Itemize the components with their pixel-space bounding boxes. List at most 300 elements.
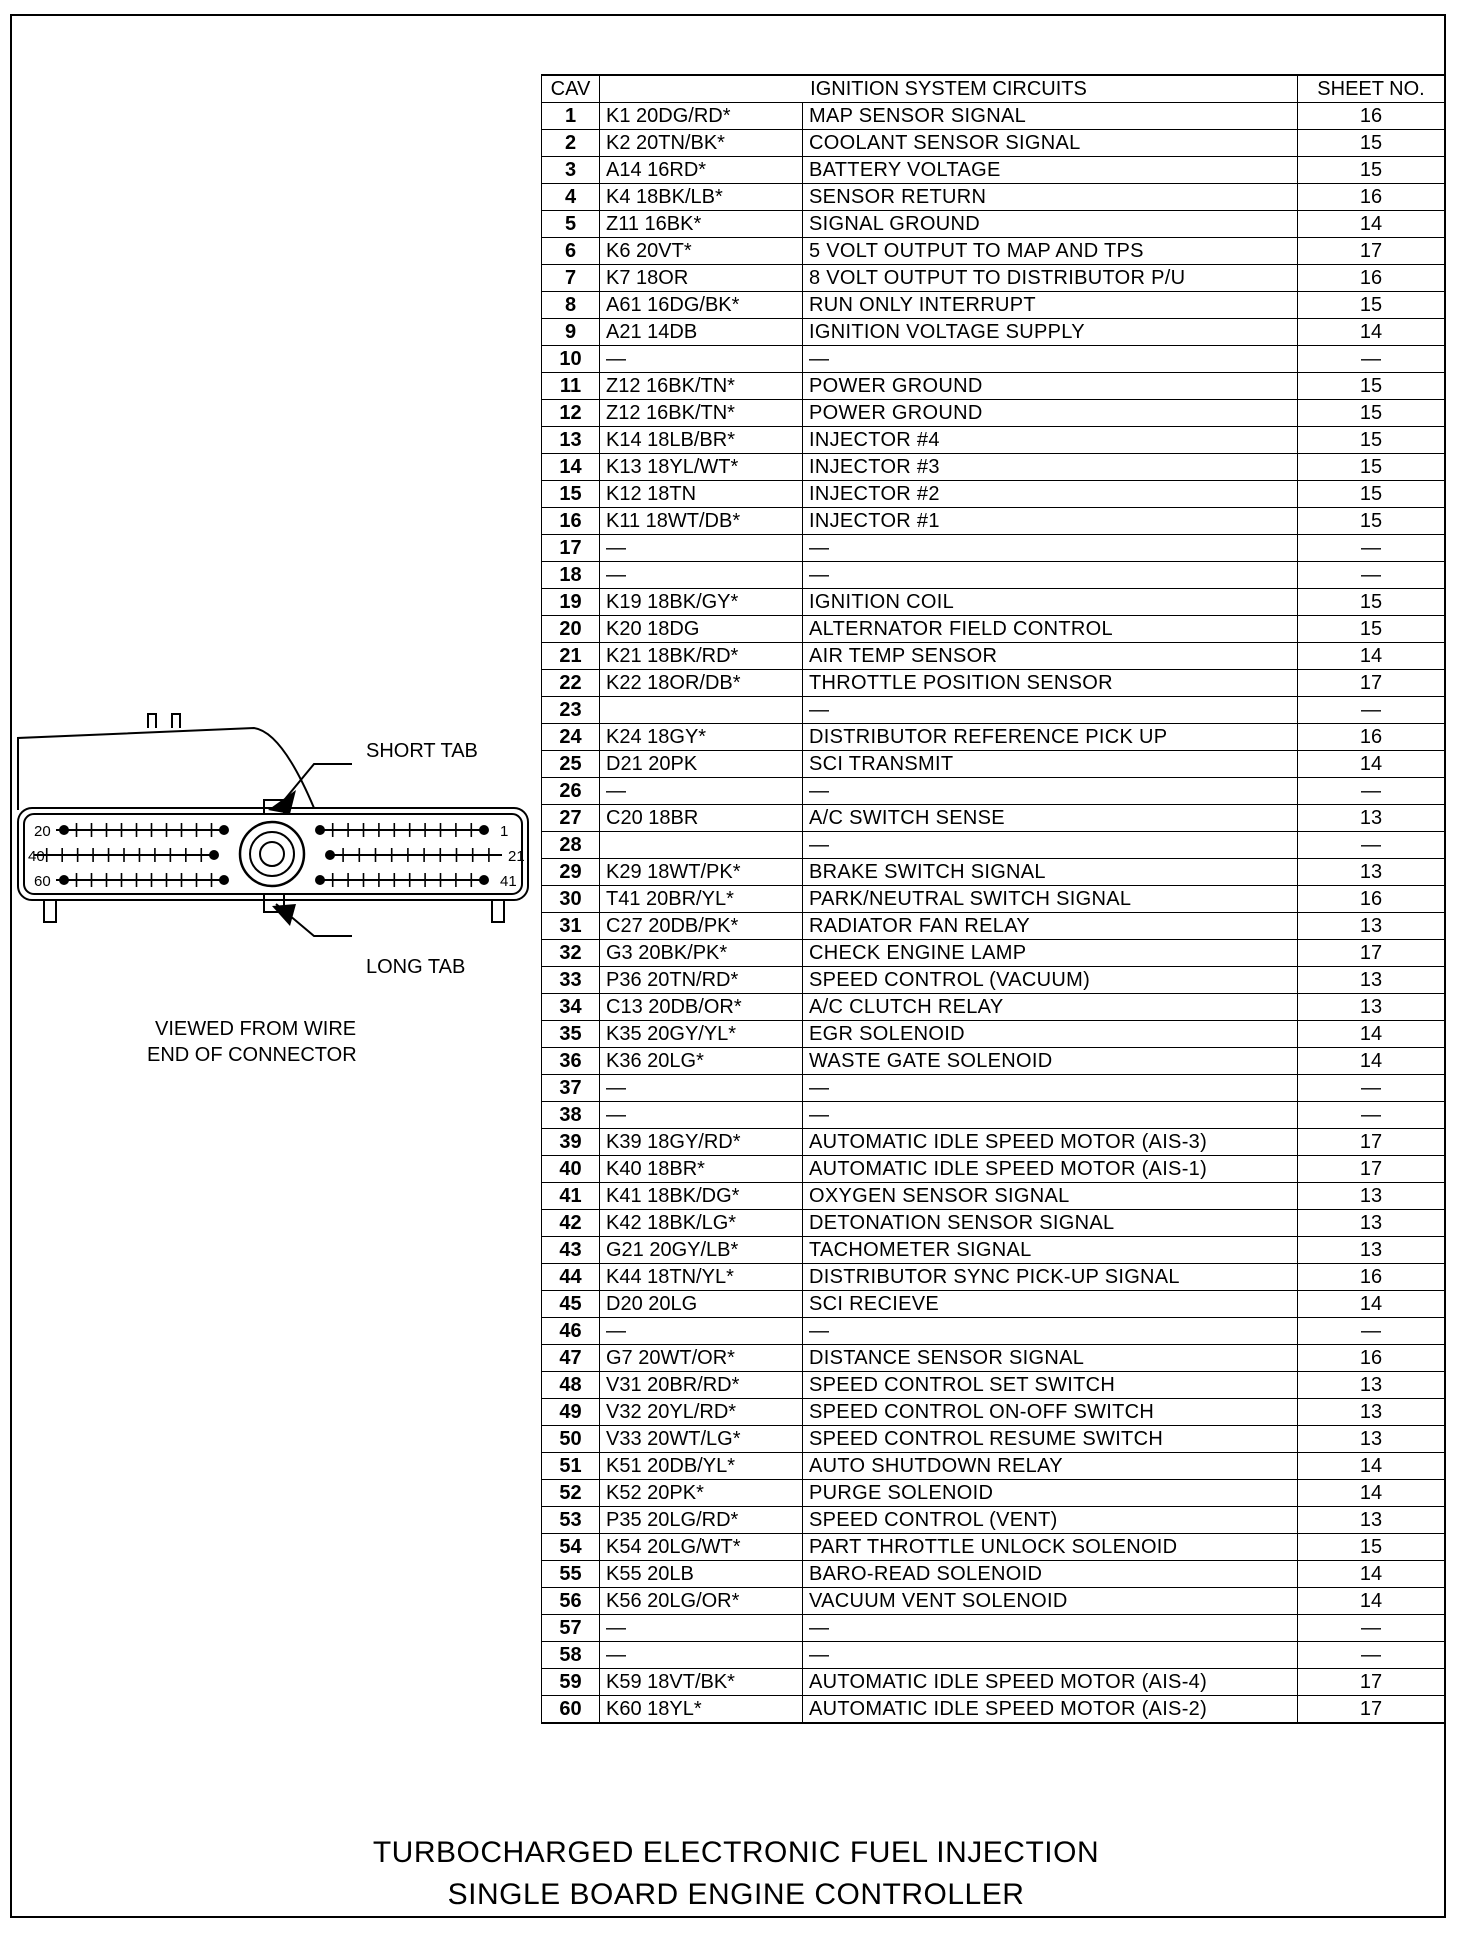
circuit-cell: AUTOMATIC IDLE SPEED MOTOR (AIS-4) <box>803 1669 1298 1696</box>
circuit-cell: VACUUM VENT SOLENOID <box>803 1588 1298 1615</box>
circuit-cell: AUTOMATIC IDLE SPEED MOTOR (AIS-3) <box>803 1129 1298 1156</box>
table-row <box>542 913 1445 940</box>
wire-cell: — <box>600 535 803 562</box>
circuit-cell: SCI TRANSMIT <box>803 751 1298 778</box>
cav-cell: 23 <box>542 697 600 724</box>
wire-cell: D20 20LG <box>600 1291 803 1318</box>
circuit-cell: DISTANCE SENSOR SIGNAL <box>803 1345 1298 1372</box>
cav-cell: 14 <box>542 454 600 481</box>
sheet-cell: — <box>1298 562 1445 589</box>
circuit-cell: ALTERNATOR FIELD CONTROL <box>803 616 1298 643</box>
sheet-cell: 15 <box>1298 373 1445 400</box>
wire-cell: A21 14DB <box>600 319 803 346</box>
circuit-cell: OXYGEN SENSOR SIGNAL <box>803 1183 1298 1210</box>
cav-cell: 17 <box>542 535 600 562</box>
sheet-cell: 17 <box>1298 238 1445 265</box>
table-row <box>542 265 1445 292</box>
sheet-cell: 14 <box>1298 1048 1445 1075</box>
header-cav: CAV <box>542 75 600 103</box>
table-row <box>542 535 1445 562</box>
circuit-cell: EGR SOLENOID <box>803 1021 1298 1048</box>
cav-cell: 60 <box>542 1696 600 1724</box>
table-row <box>542 1264 1445 1291</box>
short-tab-label: SHORT TAB <box>366 740 478 762</box>
cav-cell: 4 <box>542 184 600 211</box>
sheet-cell: 13 <box>1298 1372 1445 1399</box>
sheet-cell: — <box>1298 832 1445 859</box>
sheet-cell: 14 <box>1298 1588 1445 1615</box>
table-row <box>542 103 1445 130</box>
pin-table <box>541 74 1445 1724</box>
wire-cell: K40 18BR* <box>600 1156 803 1183</box>
sheet-cell: 15 <box>1298 130 1445 157</box>
cav-cell: 38 <box>542 1102 600 1129</box>
table-row <box>542 427 1445 454</box>
cav-cell: 54 <box>542 1534 600 1561</box>
wire-cell: K36 20LG* <box>600 1048 803 1075</box>
circuit-cell: SPEED CONTROL ON-OFF SWITCH <box>803 1399 1298 1426</box>
wire-cell: K59 18VT/BK* <box>600 1669 803 1696</box>
cav-cell: 55 <box>542 1561 600 1588</box>
wire-cell: K20 18DG <box>600 616 803 643</box>
cav-cell: 11 <box>542 373 600 400</box>
sheet-cell: 14 <box>1298 1480 1445 1507</box>
circuit-cell: AUTOMATIC IDLE SPEED MOTOR (AIS-2) <box>803 1696 1298 1724</box>
circuit-cell: IGNITION COIL <box>803 589 1298 616</box>
wire-cell: K4 18BK/LB* <box>600 184 803 211</box>
circuit-cell: — <box>803 1102 1298 1129</box>
pin-label-60: 60 <box>34 873 51 890</box>
latch-tab <box>148 714 180 728</box>
cav-cell: 39 <box>542 1129 600 1156</box>
sheet-cell: — <box>1298 1642 1445 1669</box>
circuit-cell: — <box>803 1318 1298 1345</box>
circuit-cell: — <box>803 832 1298 859</box>
sheet-cell: 16 <box>1298 1345 1445 1372</box>
table-row <box>542 346 1445 373</box>
sheet-cell: 15 <box>1298 616 1445 643</box>
circuit-cell: INJECTOR #1 <box>803 508 1298 535</box>
wire-cell: K54 20LG/WT* <box>600 1534 803 1561</box>
sheet-cell: 13 <box>1298 1399 1445 1426</box>
sheet-cell: 15 <box>1298 589 1445 616</box>
table-row <box>542 1291 1445 1318</box>
cav-cell: 36 <box>542 1048 600 1075</box>
circuit-cell: RUN ONLY INTERRUPT <box>803 292 1298 319</box>
cav-cell: 56 <box>542 1588 600 1615</box>
cav-cell: 32 <box>542 940 600 967</box>
table-row <box>542 292 1445 319</box>
wire-cell: — <box>600 1318 803 1345</box>
circuit-cell: BRAKE SWITCH SIGNAL <box>803 859 1298 886</box>
cav-cell: 44 <box>542 1264 600 1291</box>
wire-cell: — <box>600 1075 803 1102</box>
sheet-cell: 17 <box>1298 670 1445 697</box>
sheet-cell: 15 <box>1298 157 1445 184</box>
circuit-cell: A/C SWITCH SENSE <box>803 805 1298 832</box>
sheet-cell: 17 <box>1298 1669 1445 1696</box>
circuit-cell: SENSOR RETURN <box>803 184 1298 211</box>
table-row <box>542 1183 1445 1210</box>
cav-cell: 43 <box>542 1237 600 1264</box>
wire-cell: G3 20BK/PK* <box>600 940 803 967</box>
sheet-cell: 15 <box>1298 454 1445 481</box>
sheet-cell: 16 <box>1298 184 1445 211</box>
wire-cell: C20 18BR <box>600 805 803 832</box>
wire-cell: K1 20DG/RD* <box>600 103 803 130</box>
connector-caption-line2: END OF CONNECTOR <box>147 1044 357 1066</box>
table-row <box>542 886 1445 913</box>
table-row <box>542 670 1445 697</box>
circuit-cell: INJECTOR #3 <box>803 454 1298 481</box>
wire-cell: K51 20DB/YL* <box>600 1453 803 1480</box>
footer-title-line2: SINGLE BOARD ENGINE CONTROLLER <box>447 1878 1025 1911</box>
sheet-cell: 17 <box>1298 1156 1445 1183</box>
circuit-cell: POWER GROUND <box>803 400 1298 427</box>
wire-cell: K42 18BK/LG* <box>600 1210 803 1237</box>
cav-cell: 58 <box>542 1642 600 1669</box>
cav-cell: 53 <box>542 1507 600 1534</box>
wire-cell: — <box>600 778 803 805</box>
circuit-cell: WASTE GATE SOLENOID <box>803 1048 1298 1075</box>
sheet-cell: 14 <box>1298 319 1445 346</box>
wire-cell: C13 20DB/OR* <box>600 994 803 1021</box>
header-sheet: SHEET NO. <box>1298 75 1445 103</box>
table-row <box>542 1534 1445 1561</box>
circuit-cell: AIR TEMP SENSOR <box>803 643 1298 670</box>
circuit-cell: TACHOMETER SIGNAL <box>803 1237 1298 1264</box>
wire-cell: V31 20BR/RD* <box>600 1372 803 1399</box>
circuit-cell: BATTERY VOLTAGE <box>803 157 1298 184</box>
table-row <box>542 130 1445 157</box>
circuit-cell: PARK/NEUTRAL SWITCH SIGNAL <box>803 886 1298 913</box>
table-row <box>542 508 1445 535</box>
sheet-cell: 14 <box>1298 211 1445 238</box>
table-header-row <box>542 75 1445 103</box>
cav-cell: 8 <box>542 292 600 319</box>
sheet-cell: 14 <box>1298 1453 1445 1480</box>
circuit-cell: — <box>803 778 1298 805</box>
sheet-cell: 13 <box>1298 1426 1445 1453</box>
table-row <box>542 1156 1445 1183</box>
circuit-cell: — <box>803 1615 1298 1642</box>
table-row <box>542 400 1445 427</box>
sheet-cell: 13 <box>1298 913 1445 940</box>
cav-cell: 50 <box>542 1426 600 1453</box>
wire-cell: K41 18BK/DG* <box>600 1183 803 1210</box>
table-row <box>542 616 1445 643</box>
wire-cell: Z12 16BK/TN* <box>600 400 803 427</box>
circuit-cell: COOLANT SENSOR SIGNAL <box>803 130 1298 157</box>
wire-cell: Z11 16BK* <box>600 211 803 238</box>
table-row <box>542 1588 1445 1615</box>
cav-cell: 20 <box>542 616 600 643</box>
cav-cell: 31 <box>542 913 600 940</box>
cav-cell: 33 <box>542 967 600 994</box>
circuit-cell: IGNITION VOLTAGE SUPPLY <box>803 319 1298 346</box>
wire-cell: K14 18LB/BR* <box>600 427 803 454</box>
cav-cell: 21 <box>542 643 600 670</box>
circuit-cell: — <box>803 697 1298 724</box>
circuit-cell: THROTTLE POSITION SENSOR <box>803 670 1298 697</box>
cav-cell: 49 <box>542 1399 600 1426</box>
circuit-cell: — <box>803 562 1298 589</box>
table-row <box>542 1129 1445 1156</box>
table-row <box>542 724 1445 751</box>
wire-cell: D21 20PK <box>600 751 803 778</box>
wire-cell: G21 20GY/LB* <box>600 1237 803 1264</box>
wire-cell <box>600 697 803 724</box>
circuit-cell: 8 VOLT OUTPUT TO DISTRIBUTOR P/U <box>803 265 1298 292</box>
long-tab-label: LONG TAB <box>366 956 466 978</box>
cav-cell: 41 <box>542 1183 600 1210</box>
pin-label-20: 20 <box>34 823 51 840</box>
circuit-cell: INJECTOR #4 <box>803 427 1298 454</box>
cav-cell: 25 <box>542 751 600 778</box>
table-row <box>542 1399 1445 1426</box>
cav-cell: 2 <box>542 130 600 157</box>
sheet-cell: 14 <box>1298 1021 1445 1048</box>
sheet-cell: 13 <box>1298 859 1445 886</box>
wire-cell: K13 18YL/WT* <box>600 454 803 481</box>
wire-cell: P36 20TN/RD* <box>600 967 803 994</box>
table-row <box>542 589 1445 616</box>
cav-cell: 37 <box>542 1075 600 1102</box>
circuit-cell: SPEED CONTROL SET SWITCH <box>803 1372 1298 1399</box>
wire-cell: G7 20WT/OR* <box>600 1345 803 1372</box>
wire-cell: T41 20BR/YL* <box>600 886 803 913</box>
pin-label-21: 21 <box>508 848 525 865</box>
table-row <box>542 967 1445 994</box>
wire-cell: Z12 16BK/TN* <box>600 373 803 400</box>
sheet-cell: 13 <box>1298 1507 1445 1534</box>
cav-cell: 7 <box>542 265 600 292</box>
sheet-cell: 15 <box>1298 1534 1445 1561</box>
circuit-cell: BARO-READ SOLENOID <box>803 1561 1298 1588</box>
table-row <box>542 832 1445 859</box>
connector-caption-line1: VIEWED FROM WIRE <box>155 1018 357 1040</box>
sheet-cell: 16 <box>1298 724 1445 751</box>
cav-cell: 6 <box>542 238 600 265</box>
circuit-cell: DISTRIBUTOR REFERENCE PICK UP <box>803 724 1298 751</box>
wire-cell <box>600 832 803 859</box>
cav-cell: 22 <box>542 670 600 697</box>
wire-cell: K12 18TN <box>600 481 803 508</box>
sheet-cell: — <box>1298 778 1445 805</box>
sheet-cell: 17 <box>1298 1696 1445 1724</box>
sheet-cell: 15 <box>1298 481 1445 508</box>
table-row <box>542 184 1445 211</box>
cav-cell: 5 <box>542 211 600 238</box>
wire-cell: C27 20DB/PK* <box>600 913 803 940</box>
sheet-cell: 16 <box>1298 265 1445 292</box>
table-row <box>542 643 1445 670</box>
wire-cell: A14 16RD* <box>600 157 803 184</box>
cav-cell: 59 <box>542 1669 600 1696</box>
table-row <box>542 454 1445 481</box>
table-row <box>542 940 1445 967</box>
table-row <box>542 1102 1445 1129</box>
cav-cell: 45 <box>542 1291 600 1318</box>
cav-cell: 29 <box>542 859 600 886</box>
wire-cell: K39 18GY/RD* <box>600 1129 803 1156</box>
circuit-cell: — <box>803 1075 1298 1102</box>
table-row <box>542 1642 1445 1669</box>
sheet-cell: 16 <box>1298 886 1445 913</box>
sheet-cell: 14 <box>1298 1561 1445 1588</box>
wire-cell: K60 18YL* <box>600 1696 803 1724</box>
cav-cell: 47 <box>542 1345 600 1372</box>
table-row <box>542 1048 1445 1075</box>
sheet-cell: — <box>1298 697 1445 724</box>
wire-cell: V33 20WT/LG* <box>600 1426 803 1453</box>
table-row <box>542 1453 1445 1480</box>
sheet-cell: 15 <box>1298 508 1445 535</box>
sheet-cell: 13 <box>1298 805 1445 832</box>
wire-cell: K44 18TN/YL* <box>600 1264 803 1291</box>
table-row <box>542 778 1445 805</box>
wire-cell: K11 18WT/DB* <box>600 508 803 535</box>
cav-cell: 27 <box>542 805 600 832</box>
circuit-cell: SIGNAL GROUND <box>803 211 1298 238</box>
cav-cell: 52 <box>542 1480 600 1507</box>
connector-housing <box>18 728 314 810</box>
circuit-cell: PART THROTTLE UNLOCK SOLENOID <box>803 1534 1298 1561</box>
sheet-cell: 13 <box>1298 1237 1445 1264</box>
wire-cell: K55 20LB <box>600 1561 803 1588</box>
pin-label-1: 1 <box>500 823 509 840</box>
table-row <box>542 319 1445 346</box>
cav-cell: 10 <box>542 346 600 373</box>
sheet-cell: — <box>1298 1615 1445 1642</box>
circuit-cell: SPEED CONTROL RESUME SWITCH <box>803 1426 1298 1453</box>
sheet-cell: 14 <box>1298 1291 1445 1318</box>
cav-cell: 42 <box>542 1210 600 1237</box>
header-circuits: IGNITION SYSTEM CIRCUITS <box>600 75 1298 103</box>
cav-cell: 57 <box>542 1615 600 1642</box>
table-row <box>542 1426 1445 1453</box>
cav-cell: 15 <box>542 481 600 508</box>
sheet-cell: 17 <box>1298 1129 1445 1156</box>
cav-cell: 48 <box>542 1372 600 1399</box>
table-row <box>542 1561 1445 1588</box>
footer-title-line1: TURBOCHARGED ELECTRONIC FUEL INJECTION <box>372 1836 1100 1869</box>
cav-cell: 35 <box>542 1021 600 1048</box>
sheet-cell: 13 <box>1298 967 1445 994</box>
sheet-cell: 16 <box>1298 103 1445 130</box>
pin-label-40: 40 <box>28 848 45 865</box>
cav-cell: 34 <box>542 994 600 1021</box>
sheet-cell: 13 <box>1298 994 1445 1021</box>
sheet-cell: — <box>1298 1102 1445 1129</box>
table-row <box>542 211 1445 238</box>
table-row <box>542 1507 1445 1534</box>
table-row <box>542 157 1445 184</box>
circuit-cell: — <box>803 535 1298 562</box>
table-row <box>542 1696 1445 1724</box>
cav-cell: 9 <box>542 319 600 346</box>
circuit-cell: DISTRIBUTOR SYNC PICK-UP SIGNAL <box>803 1264 1298 1291</box>
table-row <box>542 373 1445 400</box>
cav-cell: 16 <box>542 508 600 535</box>
wire-cell: V32 20YL/RD* <box>600 1399 803 1426</box>
sheet-cell: 14 <box>1298 751 1445 778</box>
cav-cell: 13 <box>542 427 600 454</box>
cav-cell: 3 <box>542 157 600 184</box>
sheet-cell: 13 <box>1298 1210 1445 1237</box>
table-row <box>542 1372 1445 1399</box>
table-row <box>542 1210 1445 1237</box>
wire-cell: — <box>600 562 803 589</box>
table-row <box>542 1075 1445 1102</box>
cav-cell: 30 <box>542 886 600 913</box>
wire-cell: K19 18BK/GY* <box>600 589 803 616</box>
wire-cell: — <box>600 346 803 373</box>
wire-cell: K29 18WT/PK* <box>600 859 803 886</box>
wire-cell: K21 18BK/RD* <box>600 643 803 670</box>
sheet-cell: 17 <box>1298 940 1445 967</box>
circuit-cell: CHECK ENGINE LAMP <box>803 940 1298 967</box>
sheet-cell: 14 <box>1298 643 1445 670</box>
wire-cell: A61 16DG/BK* <box>600 292 803 319</box>
table-row <box>542 562 1445 589</box>
cav-cell: 40 <box>542 1156 600 1183</box>
wire-cell: K2 20TN/BK* <box>600 130 803 157</box>
wire-cell: K6 20VT* <box>600 238 803 265</box>
wire-cell: — <box>600 1102 803 1129</box>
table-row <box>542 238 1445 265</box>
table-row <box>542 1669 1445 1696</box>
cav-cell: 1 <box>542 103 600 130</box>
wire-cell: P35 20LG/RD* <box>600 1507 803 1534</box>
wire-cell: K24 18GY* <box>600 724 803 751</box>
sheet-cell: 15 <box>1298 427 1445 454</box>
wire-cell: K52 20PK* <box>600 1480 803 1507</box>
circuit-cell: RADIATOR FAN RELAY <box>803 913 1298 940</box>
wire-cell: — <box>600 1615 803 1642</box>
circuit-cell: POWER GROUND <box>803 373 1298 400</box>
table-row <box>542 1021 1445 1048</box>
sheet-cell: 15 <box>1298 292 1445 319</box>
cav-cell: 12 <box>542 400 600 427</box>
circuit-cell: A/C CLUTCH RELAY <box>803 994 1298 1021</box>
table-row <box>542 1318 1445 1345</box>
circuit-cell: DETONATION SENSOR SIGNAL <box>803 1210 1298 1237</box>
pin-rows <box>542 103 1445 1724</box>
cav-cell: 18 <box>542 562 600 589</box>
circuit-cell: 5 VOLT OUTPUT TO MAP AND TPS <box>803 238 1298 265</box>
wire-cell: K7 18OR <box>600 265 803 292</box>
cav-cell: 51 <box>542 1453 600 1480</box>
cav-cell: 24 <box>542 724 600 751</box>
cav-cell: 28 <box>542 832 600 859</box>
sheet-cell: 15 <box>1298 400 1445 427</box>
sheet-cell: 13 <box>1298 1183 1445 1210</box>
circuit-cell: AUTOMATIC IDLE SPEED MOTOR (AIS-1) <box>803 1156 1298 1183</box>
circuit-cell: — <box>803 1642 1298 1669</box>
wire-cell: K35 20GY/YL* <box>600 1021 803 1048</box>
circuit-cell: INJECTOR #2 <box>803 481 1298 508</box>
circuit-cell: — <box>803 346 1298 373</box>
sheet-cell: — <box>1298 346 1445 373</box>
circuit-cell: AUTO SHUTDOWN RELAY <box>803 1453 1298 1480</box>
sheet-cell: — <box>1298 1075 1445 1102</box>
table-row <box>542 859 1445 886</box>
circuit-cell: SPEED CONTROL (VENT) <box>803 1507 1298 1534</box>
cav-cell: 19 <box>542 589 600 616</box>
wire-cell: K56 20LG/OR* <box>600 1588 803 1615</box>
sheet-cell: — <box>1298 535 1445 562</box>
